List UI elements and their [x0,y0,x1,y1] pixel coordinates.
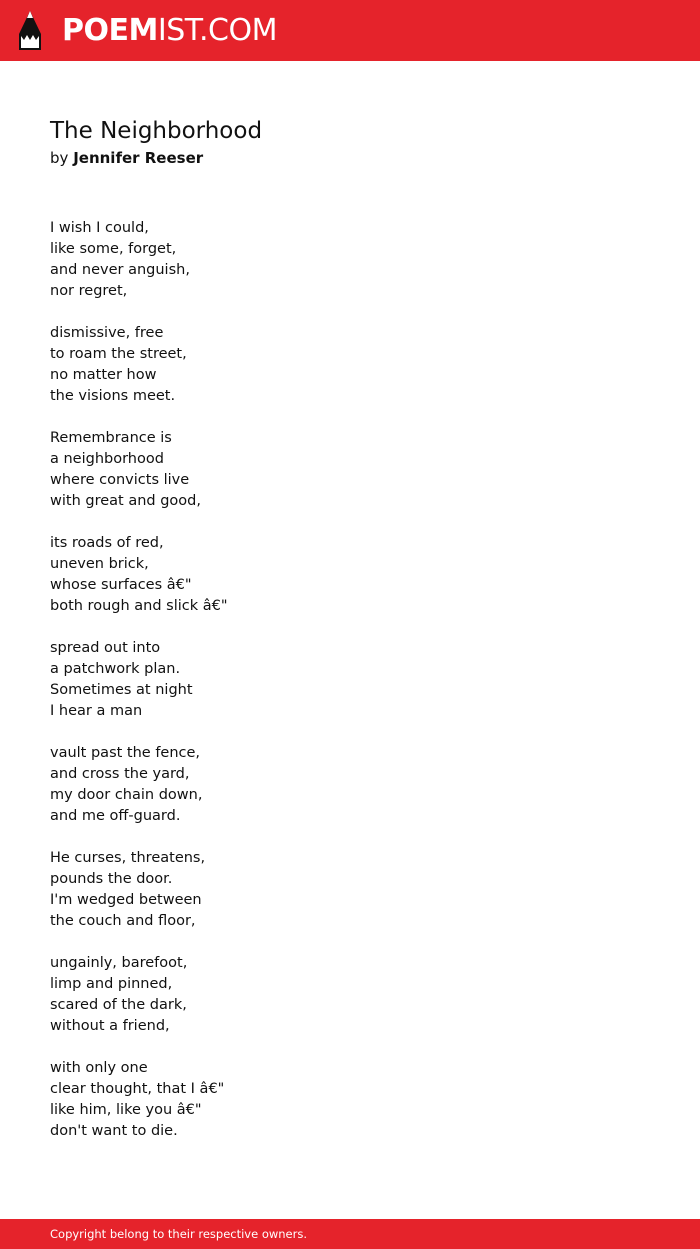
poem-line: and never anguish, [50,262,190,278]
logo-text-light: IST.COM [157,13,277,48]
poem-line: no matter how [50,367,157,383]
poem-line: with great and good, [50,493,201,509]
poem-line: like him, like you â€" [50,1102,202,1118]
poem-line: Sometimes at night [50,682,193,698]
poem-line: a neighborhood [50,451,164,467]
poem-line: my door chain down, [50,787,203,803]
poem-line: Remembrance is [50,430,172,446]
poem-line: to roam the street, [50,346,187,362]
poem-title: The Neighborhood [50,118,263,144]
poem-line: the couch and floor, [50,913,196,929]
poem-line: whose surfaces â€" [50,577,192,593]
stanza [50,848,228,932]
poem-line: I hear a man [50,703,143,719]
poem-line: dismissive, free [50,325,164,341]
logo-text-bold: POEM [62,13,158,48]
stanza [50,953,228,1037]
poem-line: vault past the fence, [50,745,201,761]
copyright-text: Copyright belong to their respective owners. [50,1227,308,1241]
poem-line: clear thought, that I â€" [50,1081,225,1097]
poem-line: don't want to die. [50,1123,178,1139]
site-footer [0,1219,700,1249]
poem-line: the visions meet. [50,388,176,404]
poem-line: where convicts live [50,472,190,488]
poem-line: He curses, threatens, [50,850,206,866]
poem-line: limp and pinned, [50,976,173,992]
poem-line: a patchwork plan. [50,661,181,677]
poem-line: I'm wedged between [50,892,202,908]
poem-line: and me off-guard. [50,808,181,824]
poem-line: pounds the door. [50,871,173,887]
poem-line: both rough and slick â€" [50,598,228,614]
poem-line: its roads of red, [50,535,164,551]
stanza [50,428,228,512]
poem-line: nor regret, [50,283,128,299]
pencil-icon[interactable] [18,10,42,51]
byline-prefix: by [50,149,69,167]
stanza [50,218,228,302]
site-header [0,0,700,61]
byline [50,148,203,169]
poem-line: I wish I could, [50,220,149,236]
stanza [50,323,228,407]
stanza [50,1058,228,1142]
stanza [50,638,228,722]
poem-line: like some, forget, [50,241,177,257]
poem-line: spread out into [50,640,161,656]
author-name: Jennifer Reeser [73,149,204,167]
stanza [50,533,228,617]
stanza [50,743,228,827]
poem-line: uneven brick, [50,556,149,572]
poem-line: and cross the yard, [50,766,190,782]
poem-body [50,218,228,1163]
poem-line: scared of the dark, [50,997,187,1013]
poem-line: ungainly, barefoot, [50,955,188,971]
poem-line: with only one [50,1060,148,1076]
poem-line: without a friend, [50,1018,170,1034]
site-logo[interactable] [62,12,277,50]
